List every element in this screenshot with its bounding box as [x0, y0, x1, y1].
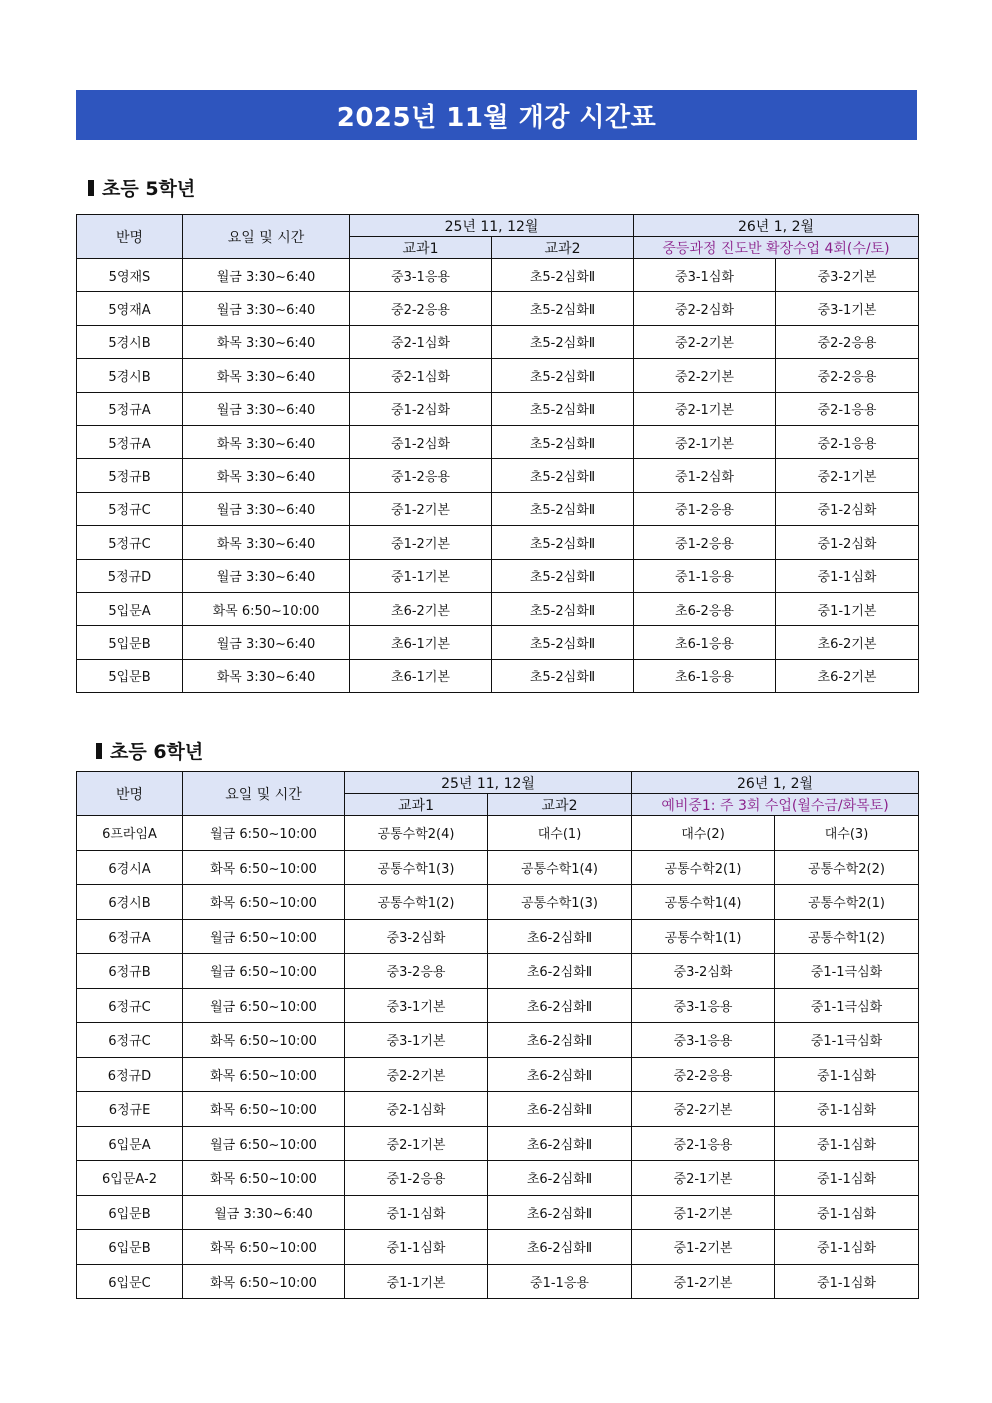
- cell-class-name: 6정규A: [77, 919, 183, 954]
- cell-subject2: 초6-2심화Ⅱ: [488, 1023, 632, 1058]
- cell-subject1: 중1-2기본: [350, 492, 492, 525]
- header-term1: 25년 11, 12월: [345, 772, 632, 794]
- cell-subject2: 초5-2심화Ⅱ: [492, 425, 634, 458]
- cell-day-time: 화목 6:50~10:00: [183, 1161, 345, 1196]
- table-row: [77, 1057, 919, 1092]
- cell-subject1: 초6-1기본: [350, 626, 492, 659]
- cell-term2-b: 중2-2응용: [776, 359, 919, 392]
- cell-subject1: 공통수학1(3): [345, 850, 488, 885]
- cell-day-time: 월금 3:30~6:40: [183, 259, 350, 292]
- cell-term2-a: 중1-1응용: [634, 559, 776, 592]
- cell-subject2: 대수(1): [488, 816, 632, 851]
- cell-day-time: 화목 3:30~6:40: [183, 526, 350, 559]
- cell-term2-b: 중1-1심화: [775, 1126, 919, 1161]
- schedule-table-grade5: [76, 214, 919, 693]
- cell-term2-b: 중1-1기본: [776, 592, 919, 625]
- cell-term2-a: 중1-2기본: [632, 1195, 775, 1230]
- cell-subject2: 초5-2심화Ⅱ: [492, 592, 634, 625]
- cell-day-time: 월금 6:50~10:00: [183, 816, 345, 851]
- cell-day-time: 화목 6:50~10:00: [183, 850, 345, 885]
- section-heading-label: 초등 5학년: [102, 178, 196, 200]
- table-row: [77, 659, 919, 692]
- cell-subject1: 중2-2기본: [345, 1057, 488, 1092]
- cell-subject2: 초6-2심화Ⅱ: [488, 1161, 632, 1196]
- cell-day-time: 월금 3:30~6:40: [183, 626, 350, 659]
- cell-term2-a: 중1-2기본: [632, 1230, 775, 1265]
- table-row: [77, 1126, 919, 1161]
- cell-class-name: 6입문C: [77, 1264, 183, 1299]
- cell-term2-b: 중1-1심화: [775, 1230, 919, 1265]
- table-row: [77, 259, 919, 292]
- cell-day-time: 화목 3:30~6:40: [183, 425, 350, 458]
- cell-subject2: 공통수학1(4): [488, 850, 632, 885]
- cell-day-time: 월금 3:30~6:40: [183, 559, 350, 592]
- schedule-table-grade6: [76, 771, 919, 1299]
- table-row: [77, 492, 919, 525]
- table-row: [77, 1195, 919, 1230]
- cell-subject1: 중1-2응용: [345, 1161, 488, 1196]
- cell-term2-a: 중1-2응용: [634, 492, 776, 525]
- cell-term2-a: 초6-1응용: [634, 626, 776, 659]
- cell-term2-b: 중2-1응용: [776, 392, 919, 425]
- cell-class-name: 6경시B: [77, 885, 183, 920]
- cell-term2-a: 중1-2기본: [632, 1264, 775, 1299]
- cell-subject2: 초6-2심화Ⅱ: [488, 1057, 632, 1092]
- table-row: [77, 325, 919, 358]
- cell-day-time: 월금 6:50~10:00: [183, 954, 345, 989]
- cell-day-time: 화목 6:50~10:00: [183, 1057, 345, 1092]
- cell-subject1: 중3-1기본: [345, 988, 488, 1023]
- cell-term2-b: 중3-2기본: [776, 259, 919, 292]
- cell-term2-a: 중3-2심화: [632, 954, 775, 989]
- cell-class-name: 6입문B: [77, 1230, 183, 1265]
- table-row: [77, 954, 919, 989]
- cell-subject2: 초5-2심화Ⅱ: [492, 359, 634, 392]
- table-row: [77, 1161, 919, 1196]
- cell-day-time: 화목 6:50~10:00: [183, 592, 350, 625]
- cell-term2-b: 중3-1기본: [776, 292, 919, 325]
- header-subject1: 교과1: [345, 794, 488, 816]
- cell-term2-a: 중3-1응용: [632, 988, 775, 1023]
- cell-subject1: 중1-2응용: [350, 459, 492, 492]
- cell-class-name: 5영재S: [77, 259, 183, 292]
- table-body: [77, 259, 919, 693]
- cell-class-name: 6입문A: [77, 1126, 183, 1161]
- cell-subject2: 초5-2심화Ⅱ: [492, 559, 634, 592]
- cell-subject1: 중1-1기본: [350, 559, 492, 592]
- cell-term2-b: 초6-2기본: [776, 626, 919, 659]
- cell-term2-b: 공통수학1(2): [775, 919, 919, 954]
- cell-class-name: 5정규D: [77, 559, 183, 592]
- cell-class-name: 6경시A: [77, 850, 183, 885]
- cell-term2-a: 중2-2응용: [632, 1057, 775, 1092]
- cell-day-time: 화목 6:50~10:00: [183, 1264, 345, 1299]
- cell-class-name: 5정규C: [77, 526, 183, 559]
- cell-subject2: 초5-2심화Ⅱ: [492, 526, 634, 559]
- cell-subject2: 초5-2심화Ⅱ: [492, 259, 634, 292]
- cell-class-name: 6정규C: [77, 988, 183, 1023]
- cell-subject2: 초6-2심화Ⅱ: [488, 954, 632, 989]
- cell-subject1: 중1-2심화: [350, 425, 492, 458]
- cell-term2-a: 중1-2응용: [634, 526, 776, 559]
- cell-subject1: 중3-2심화: [345, 919, 488, 954]
- cell-term2-a: 공통수학1(4): [632, 885, 775, 920]
- table-row: [77, 626, 919, 659]
- cell-term2-b: 중1-1심화: [775, 1161, 919, 1196]
- cell-term2-a: 중3-1응용: [632, 1023, 775, 1058]
- cell-day-time: 월금 6:50~10:00: [183, 988, 345, 1023]
- heading-marker-icon: [96, 743, 102, 759]
- cell-subject2: 공통수학1(3): [488, 885, 632, 920]
- header-day-time: 요일 및 시간: [183, 215, 350, 259]
- header-subject2: 교과2: [488, 794, 632, 816]
- table-row: [77, 1023, 919, 1058]
- section-heading-grade6: [96, 737, 203, 764]
- cell-class-name: 6정규C: [77, 1023, 183, 1058]
- cell-subject1: 공통수학1(2): [345, 885, 488, 920]
- table-row: [77, 459, 919, 492]
- cell-term2-a: 공통수학1(1): [632, 919, 775, 954]
- section-heading-grade5: [88, 174, 195, 201]
- cell-term2-b: 공통수학2(2): [775, 850, 919, 885]
- cell-class-name: 6프라임A: [77, 816, 183, 851]
- table-row: [77, 359, 919, 392]
- cell-day-time: 월금 3:30~6:40: [183, 292, 350, 325]
- cell-term2-a: 중2-1응용: [632, 1126, 775, 1161]
- cell-term2-b: 중1-1극심화: [775, 1023, 919, 1058]
- cell-subject2: 초6-2심화Ⅱ: [488, 919, 632, 954]
- cell-class-name: 5입문B: [77, 659, 183, 692]
- table-row: [77, 425, 919, 458]
- header-subject1: 교과1: [350, 237, 492, 259]
- cell-term2-a: 중2-2심화: [634, 292, 776, 325]
- table-row: [77, 1264, 919, 1299]
- cell-day-time: 월금 3:30~6:40: [183, 1195, 345, 1230]
- table-row: [77, 559, 919, 592]
- cell-term2-b: 중1-1심화: [775, 1092, 919, 1127]
- cell-subject2: 초6-2심화Ⅱ: [488, 1230, 632, 1265]
- cell-day-time: 화목 3:30~6:40: [183, 659, 350, 692]
- cell-term2-b: 대수(3): [775, 816, 919, 851]
- header-note: 중등과정 진도반 확장수업 4회(수/토): [634, 237, 919, 259]
- cell-class-name: 6입문B: [77, 1195, 183, 1230]
- heading-marker-icon: [88, 180, 94, 196]
- cell-subject1: 공통수학2(4): [345, 816, 488, 851]
- cell-term2-a: 중1-2심화: [634, 459, 776, 492]
- cell-subject1: 중3-1기본: [345, 1023, 488, 1058]
- header-term1: 25년 11, 12월: [350, 215, 634, 237]
- cell-day-time: 화목 6:50~10:00: [183, 1023, 345, 1058]
- cell-class-name: 5정규A: [77, 425, 183, 458]
- cell-subject2: 초6-2심화Ⅱ: [488, 1126, 632, 1161]
- cell-subject1: 중1-1심화: [345, 1230, 488, 1265]
- cell-subject1: 중2-1기본: [345, 1126, 488, 1161]
- cell-subject1: 중3-2응용: [345, 954, 488, 989]
- cell-term2-b: 초6-2기본: [776, 659, 919, 692]
- cell-term2-b: 중1-1심화: [775, 1264, 919, 1299]
- cell-term2-b: 공통수학2(1): [775, 885, 919, 920]
- cell-subject1: 중1-2기본: [350, 526, 492, 559]
- cell-term2-a: 중2-2기본: [634, 325, 776, 358]
- cell-term2-b: 중1-2심화: [776, 526, 919, 559]
- header-note: 예비중1: 주 3회 수업(월수금/화목토): [632, 794, 919, 816]
- cell-day-time: 화목 3:30~6:40: [183, 459, 350, 492]
- cell-subject2: 초5-2심화Ⅱ: [492, 292, 634, 325]
- cell-term2-b: 중1-1심화: [775, 1057, 919, 1092]
- cell-term2-a: 중2-2기본: [632, 1092, 775, 1127]
- cell-day-time: 월금 6:50~10:00: [183, 1126, 345, 1161]
- cell-subject1: 중2-1심화: [350, 325, 492, 358]
- cell-term2-b: 중2-2응용: [776, 325, 919, 358]
- header-day-time: 요일 및 시간: [183, 772, 345, 816]
- cell-subject2: 초6-2심화Ⅱ: [488, 988, 632, 1023]
- table-body: [77, 816, 919, 1299]
- cell-day-time: 월금 3:30~6:40: [183, 492, 350, 525]
- cell-class-name: 5정규C: [77, 492, 183, 525]
- cell-day-time: 화목 3:30~6:40: [183, 325, 350, 358]
- cell-subject2: 중1-1응용: [488, 1264, 632, 1299]
- cell-term2-b: 중1-1극심화: [775, 988, 919, 1023]
- cell-class-name: 5영재A: [77, 292, 183, 325]
- cell-subject2: 초5-2심화Ⅱ: [492, 626, 634, 659]
- table-row: [77, 1230, 919, 1265]
- cell-class-name: 5정규A: [77, 392, 183, 425]
- cell-class-name: 5입문A: [77, 592, 183, 625]
- header-term2: 26년 1, 2월: [632, 772, 919, 794]
- cell-term2-a: 공통수학2(1): [632, 850, 775, 885]
- cell-subject2: 초5-2심화Ⅱ: [492, 492, 634, 525]
- cell-term2-a: 초6-1응용: [634, 659, 776, 692]
- cell-term2-a: 중2-1기본: [632, 1161, 775, 1196]
- cell-term2-a: 중2-1기본: [634, 392, 776, 425]
- header-subject2: 교과2: [492, 237, 634, 259]
- table-row: [77, 1092, 919, 1127]
- cell-class-name: 6입문A-2: [77, 1161, 183, 1196]
- table-row: [77, 526, 919, 559]
- table-row: [77, 885, 919, 920]
- cell-class-name: 6정규B: [77, 954, 183, 989]
- cell-class-name: 5경시B: [77, 325, 183, 358]
- table-row: [77, 988, 919, 1023]
- table-row: [77, 850, 919, 885]
- cell-subject1: 중1-2심화: [350, 392, 492, 425]
- cell-subject1: 중2-1심화: [345, 1092, 488, 1127]
- cell-subject1: 초6-1기본: [350, 659, 492, 692]
- cell-term2-a: 중2-2기본: [634, 359, 776, 392]
- cell-class-name: 5정규B: [77, 459, 183, 492]
- cell-term2-b: 중1-1심화: [775, 1195, 919, 1230]
- cell-class-name: 6정규E: [77, 1092, 183, 1127]
- cell-subject1: 중2-1심화: [350, 359, 492, 392]
- table-row: [77, 392, 919, 425]
- cell-subject1: 중1-1심화: [345, 1195, 488, 1230]
- cell-day-time: 화목 6:50~10:00: [183, 1230, 345, 1265]
- header-class-name: 반명: [77, 215, 183, 259]
- cell-term2-b: 중2-1응용: [776, 425, 919, 458]
- cell-term2-a: 대수(2): [632, 816, 775, 851]
- cell-class-name: 6정규D: [77, 1057, 183, 1092]
- cell-subject2: 초6-2심화Ⅱ: [488, 1195, 632, 1230]
- cell-term2-b: 중1-1극심화: [775, 954, 919, 989]
- cell-term2-a: 중2-1기본: [634, 425, 776, 458]
- cell-class-name: 5경시B: [77, 359, 183, 392]
- cell-subject2: 초5-2심화Ⅱ: [492, 459, 634, 492]
- cell-day-time: 월금 6:50~10:00: [183, 919, 345, 954]
- cell-term2-a: 초6-2응용: [634, 592, 776, 625]
- header-term2: 26년 1, 2월: [634, 215, 919, 237]
- cell-subject1: 중1-1기본: [345, 1264, 488, 1299]
- cell-subject2: 초5-2심화Ⅱ: [492, 392, 634, 425]
- cell-subject2: 초6-2심화Ⅱ: [488, 1092, 632, 1127]
- table-row: [77, 816, 919, 851]
- cell-subject1: 중3-1응용: [350, 259, 492, 292]
- cell-subject1: 중2-2응용: [350, 292, 492, 325]
- section-heading-label: 초등 6학년: [110, 741, 204, 763]
- cell-term2-a: 중3-1심화: [634, 259, 776, 292]
- cell-day-time: 월금 3:30~6:40: [183, 392, 350, 425]
- cell-term2-b: 중2-1기본: [776, 459, 919, 492]
- cell-day-time: 화목 6:50~10:00: [183, 885, 345, 920]
- table-row: [77, 592, 919, 625]
- cell-subject2: 초5-2심화Ⅱ: [492, 659, 634, 692]
- page-title: 2025년 11월 개강 시간표: [76, 90, 917, 140]
- cell-day-time: 화목 6:50~10:00: [183, 1092, 345, 1127]
- cell-term2-b: 중1-2심화: [776, 492, 919, 525]
- cell-subject1: 초6-2기본: [350, 592, 492, 625]
- table-row: [77, 919, 919, 954]
- cell-subject2: 초5-2심화Ⅱ: [492, 325, 634, 358]
- cell-class-name: 5입문B: [77, 626, 183, 659]
- cell-day-time: 화목 3:30~6:40: [183, 359, 350, 392]
- header-class-name: 반명: [77, 772, 183, 816]
- cell-term2-b: 중1-1심화: [776, 559, 919, 592]
- table-row: [77, 292, 919, 325]
